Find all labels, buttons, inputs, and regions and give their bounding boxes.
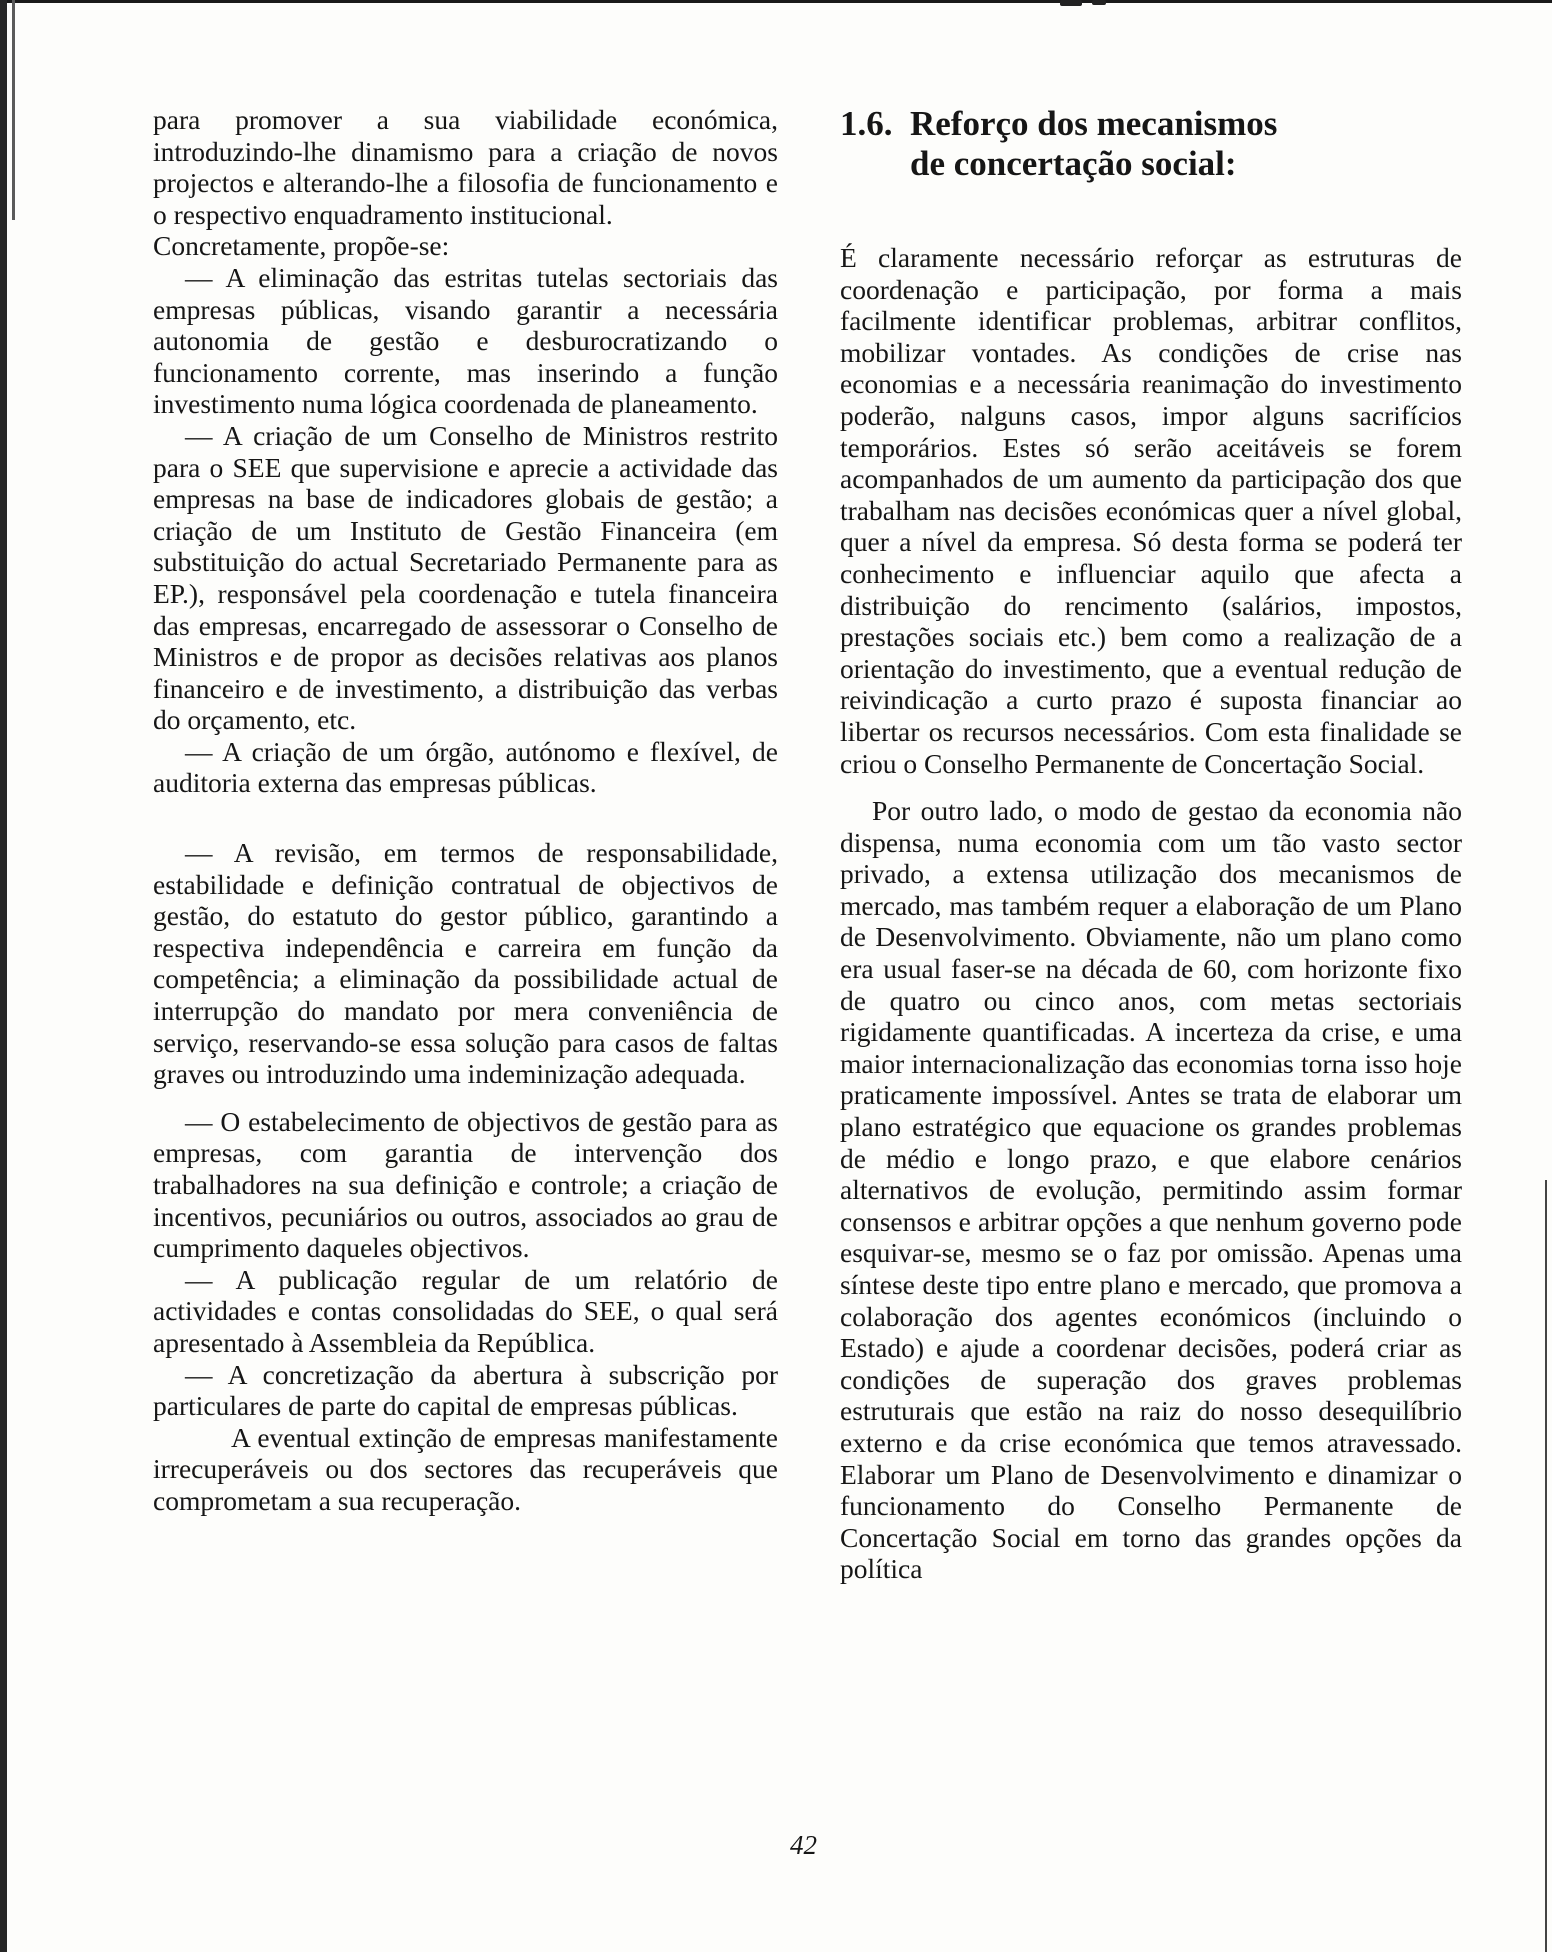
list-item: — A eliminação das estritas tutelas sectoriais das empresas públicas, visando garantir a necessária autonomia de gestão e desburocratizando o funcionamento corrente, mas inserindo a função investimento numa lógica coordenada de planeamento. xyxy=(153,261,778,420)
section-title-line1: Reforço dos mecanismos xyxy=(910,104,1278,143)
scan-left-border-mark xyxy=(12,0,15,220)
paragraph: Concretamente, propõe-se: xyxy=(153,230,450,262)
paragraph: É claramente necessário reforçar as estruturas de coordenação e participação, por forma a mais facilmente identificar problemas, arbitrar conflitos, mobilizar vontades. As condições de crise nas economias e a necessária reanimação do investimento poderão, nalguns casos, impor alguns sacrifícios temporários. Estes só serão aceitáveis se forem acompanhados de um aumento da participação dos que trabalham nas decisões económicas quer a nível global, quer a nível da empresa. Só desta forma se poderá ter conhecimento e influenciar aquilo que afecta a distribuição do rencimento (salários, impostos, prestações sociais etc.) bem como a realização de a orientação do investimento, que a eventual redução de reivindicação a curto prazo é suposta financiar ao libertar os recursos necessários. Com esta finalidade se criou o Conselho Permanente de Concertação Social. xyxy=(840,242,1462,779)
right-column xyxy=(840,104,1462,1585)
scan-right-border xyxy=(1545,1180,1547,1952)
paragraph: para promover a sua viabilidade económica, introduzindo-lhe dinamismo para a criação de novos projectos e alterando-lhe a filosofia de funcionamento e o respectivo enquadramento institucional. xyxy=(153,104,778,230)
list-item: — A concretização da abertura à subscrição por particulares de parte do capital de empresas públicas. xyxy=(153,1358,778,1422)
list-item: — A criação de um Conselho de Ministros restrito para o SEE que supervisione e aprecie a actividade das empresas na base de indicadores globais de gestão; a criação de um Instituto de Gestão Financeira (em substituição do actual Secretariado Permanente para as EP.), responsável pela coordenação e tutela financeira das empresas, encarregado de assessorar o Conselho de Ministros e de propor as decisões relativas aos planos financeiro e de investimento, a distribuição das verbas do orçamento, etc. xyxy=(153,419,778,736)
scan-top-border xyxy=(0,0,1552,3)
scan-speck xyxy=(1060,0,1082,6)
left-column xyxy=(153,104,778,1517)
list-item: — O estabelecimento de objectivos de gestão para as empresas, com garantia de intervenção dos trabalhadores na sua definição e controle; a criação de incentivos, pecuniários ou outros, associados ao grau de cumprimento daqueles objectivos. xyxy=(153,1105,778,1264)
section-title-line2: de concertação social: xyxy=(910,144,1237,183)
paragraph: A eventual extinção de empresas manifestamente irrecuperáveis ou dos sectores das recuperáveis que comprometam a sua recuperação. xyxy=(153,1421,778,1516)
list-item: — A criação de um órgão, autónomo e flexível, de auditoria externa das empresas públicas. xyxy=(153,735,778,799)
list-item: — A publicação regular de um relatório de actividades e contas consolidadas do SEE, o qual será apresentado à Assembleia da República. xyxy=(153,1263,778,1358)
section-number: 1.6. xyxy=(840,104,893,143)
scan-left-border xyxy=(0,0,7,1952)
page-number: 42 xyxy=(790,1830,817,1860)
list-item: — A revisão, em termos de responsabilidade, estabilidade e definição contratual de objectivos de gestão, do estatuto do gestor público, garantindo a respectiva independência e carreira em função da competência; a eliminação da possibilidade actual de interrupção do mandato por mera conveniência de serviço, reservando-se essa solução para casos de faltas graves ou introduzindo uma indeminização adequada. xyxy=(153,837,778,1090)
section-heading xyxy=(840,104,1462,184)
scan-speck xyxy=(1092,0,1106,5)
paragraph: Por outro lado, o modo de gestao da economia não dispensa, numa economia com um tão vasto sector privado, a extensa utilização dos mecanismos de mercado, mas também requer a elaboração de um Plano de Desenvolvimento. Obviamente, não um plano como era usual faser-se na década de 60, com horizonte fixo de quatro ou cinco anos, com metas sectoriais rigidamente quantificadas. A incerteza da crise, e uma maior internacionalização das economias torna isso hoje praticamente impossível. Antes se trata de elaborar um plano estratégico que equacione os grandes problemas de médio e longo prazo, e que elabore cenários alternativos de evolução, permitindo assim formar consensos e arbitrar opções a que nenhum governo pode esquivar-se, mesmo se o faz por omissão. Apenas uma síntese deste tipo entre plano e mercado, que promova a colaboração dos agentes económicos (incluindo o Estado) e ajude a coordenar decisões, poderá criar as condições de superação dos graves problemas estruturais que estão na raiz do nosso desequilíbrio externo e da crise económica que temos atravessado. Elaborar um Plano de Desenvolvimento e dinamizar o funcionamento do Conselho Permanente de Concertação Social em torno das grandes opções da política xyxy=(840,795,1462,1585)
